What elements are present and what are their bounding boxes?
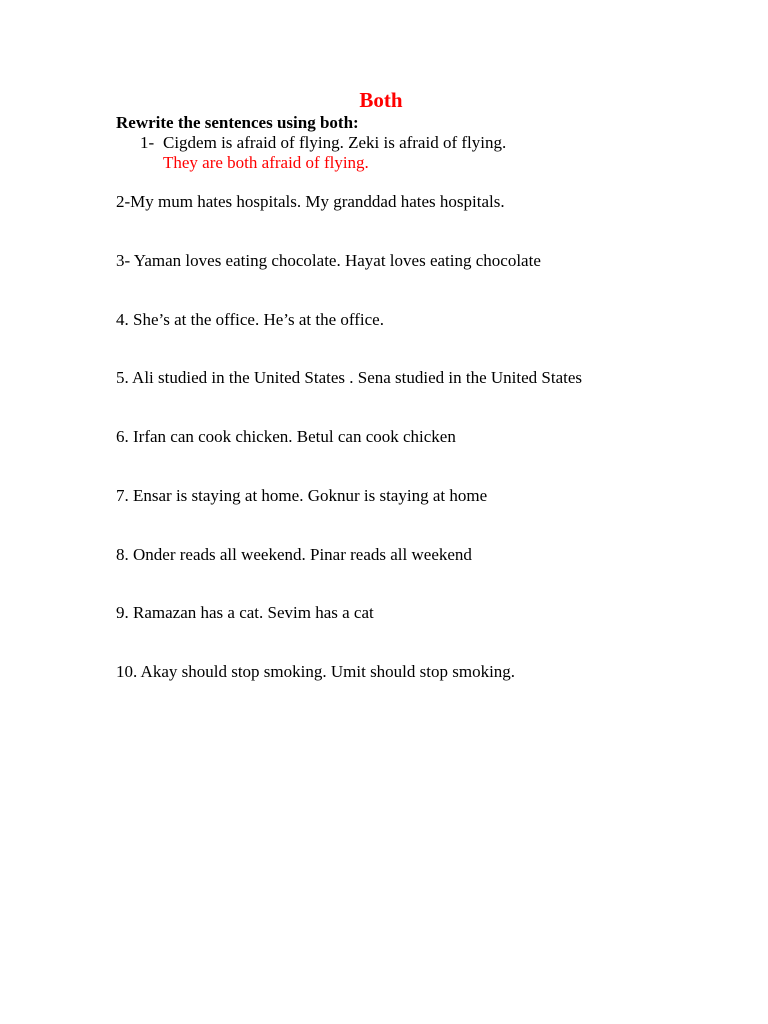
exercise-item-3: 3- Yaman loves eating chocolate. Hayat loves eating chocolate xyxy=(116,251,541,270)
exercise-item-10: 10. Akay should stop smoking. Umit should stop smoking. xyxy=(116,662,516,681)
exercise-item-8: 8. Onder reads all weekend. Pinar reads all weekend xyxy=(116,545,472,564)
exercise-item-2: 2-My mum hates hospitals. My granddad hates hospitals. xyxy=(116,192,505,211)
instruction-heading: Rewrite the sentences using both: xyxy=(116,113,359,132)
exercise-item-6: 6. Irfan can cook chicken. Betul can cook chicken xyxy=(116,427,456,446)
example-sentence: Cigdem is afraid of flying. Zeki is afraid of flying. xyxy=(163,133,507,152)
exercise-item-7: 7. Ensar is staying at home. Goknur is staying at home xyxy=(116,486,488,505)
example-number: 1- xyxy=(140,133,155,152)
page-title: Both xyxy=(359,88,403,112)
example-answer: They are both afraid of flying. xyxy=(163,153,369,172)
exercise-item-4: 4. She’s at the office. He’s at the office. xyxy=(116,310,384,329)
exercise-item-9: 9. Ramazan has a cat. Sevim has a cat xyxy=(116,603,374,622)
exercise-item-5: 5. Ali studied in the United States . Sena studied in the United States xyxy=(116,368,583,387)
